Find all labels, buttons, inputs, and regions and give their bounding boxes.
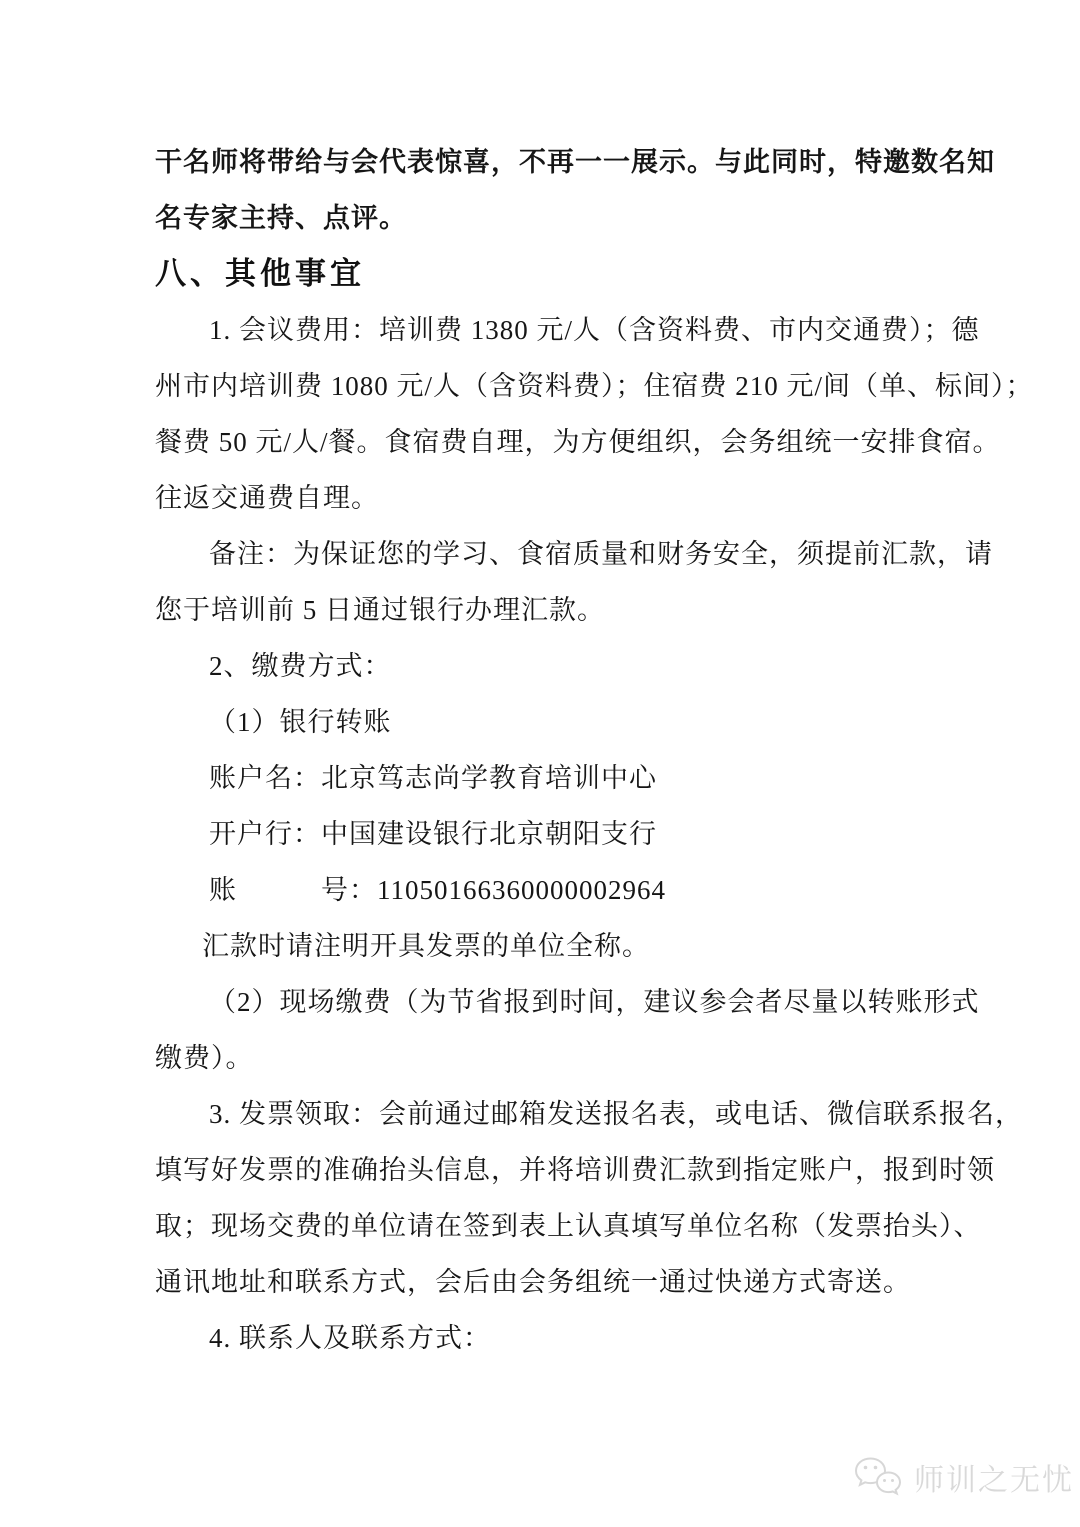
paragraph-line: 3. 发票领取：会前通过邮箱发送报名表，或电话、微信联系报名， (209, 1099, 1023, 1129)
paragraph-line: 您于培训前 5 日通过银行办理汇款。 (155, 595, 605, 625)
paragraph-line: 餐费 50 元/人/餐。食宿费自理，为方便组织，会务组统一安排食宿。 (155, 427, 1001, 457)
paragraph-line: （2）现场缴费（为节省报到时间，建议参会者尽量以转账形式 (209, 987, 980, 1017)
document-body (155, 134, 1034, 1366)
paragraph-line: 汇款时请注明开具发票的单位全称。 (202, 931, 650, 961)
paragraph-line: 取；现场交费的单位请在签到表上认真填写单位名称（发票抬头）、 (155, 1211, 982, 1241)
paragraph-line: 1. 会议费用：培训费 1380 元/人（含资料费、市内交通费）；德 (209, 315, 980, 345)
wechat-icon (853, 1455, 905, 1499)
paragraph-line: 2、缴费方式： (209, 651, 392, 681)
watermark-label: 师训之无忧 (914, 1464, 1074, 1497)
paragraph-line: 4. 联系人及联系方式： (209, 1323, 491, 1353)
bank-account-number-line: 账 号：11050166360000002964 (209, 875, 666, 905)
paragraph-line: 州市内培训费 1080 元/人（含资料费）；住宿费 210 元/间（单、标间）； (155, 371, 1034, 401)
bank-account-name-line: 账户名：北京笃志尚学教育培训中心 (209, 763, 657, 793)
paragraph-line: 通讯地址和联系方式，会后由会务组统一通过快递方式寄送。 (155, 1267, 911, 1297)
paragraph-line: 填写好发票的准确抬头信息，并将培训费汇款到指定账户，报到时领 (155, 1155, 995, 1185)
section-heading: 八、其他事宜 (155, 256, 365, 291)
paragraph-line: 往返交通费自理。 (155, 483, 379, 513)
paragraph-line: 名专家主持、点评。 (155, 203, 407, 233)
paragraph-line: （1）银行转账 (209, 707, 392, 737)
paragraph-line: 备注：为保证您的学习、食宿质量和财务安全，须提前汇款，请 (209, 539, 993, 569)
watermark (853, 1455, 1074, 1499)
paragraph-line: 缴费）。 (155, 1043, 254, 1073)
paragraph-line: 干名师将带给与会代表惊喜，不再一一展示。与此同时，特邀数名知 (155, 147, 995, 177)
bank-branch-line: 开户行：中国建设银行北京朝阳支行 (209, 819, 657, 849)
